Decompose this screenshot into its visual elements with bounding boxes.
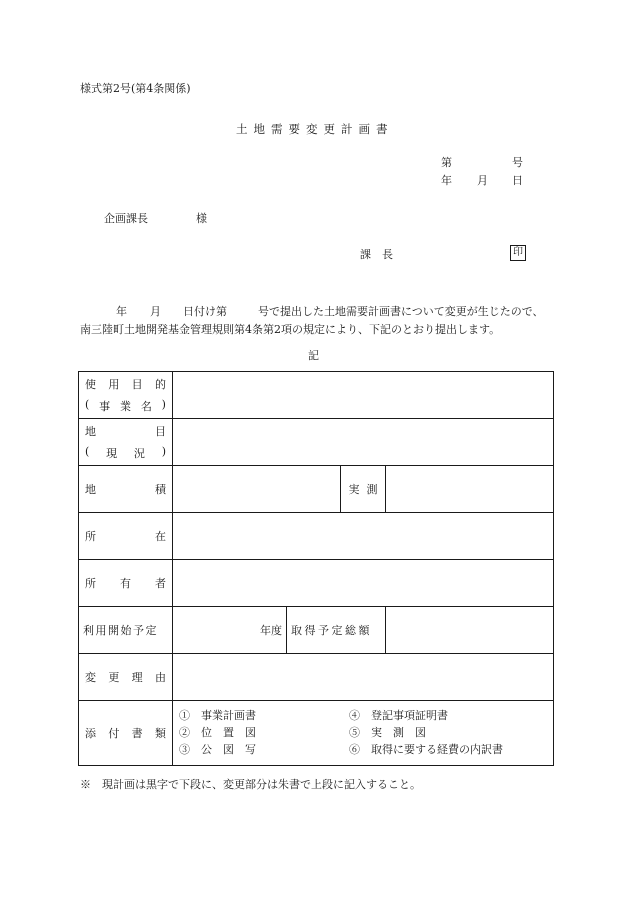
attachments-list: [173, 701, 554, 766]
date-month: 月: [477, 174, 488, 187]
table-row-use-start: [79, 607, 554, 654]
body-day-phrase: 日付け第: [183, 305, 227, 318]
body-line2: 南三陸町土地開発基金管理規則第4条第2項の規定により、下記のとおり提出します。: [80, 323, 501, 336]
measured-label: 実 測: [341, 466, 386, 513]
sender-title: 課 長: [360, 248, 393, 261]
land-category-field[interactable]: [173, 419, 554, 466]
table-row-change-reason: [79, 654, 554, 701]
document-title: 土地需要変更計画書: [236, 122, 394, 136]
purpose-field[interactable]: [173, 372, 554, 419]
body-line1-rest: 号で提出した土地需要計画書について変更が生じたので、: [258, 305, 544, 318]
land-category-label: 地 目 ( 現 況 ): [79, 419, 173, 466]
table-row-attachments: [79, 701, 554, 766]
table-row-area: [79, 466, 554, 513]
attachment-item: ④ 登記事項証明書: [349, 709, 448, 722]
attachment-item: ⑥ 取得に要する経費の内訳書: [349, 743, 503, 756]
seal-mark: 印: [510, 245, 526, 261]
date-year: 年: [441, 174, 452, 187]
body-month: 月: [150, 305, 161, 318]
table-row-owner: [79, 560, 554, 607]
table-row-location: [79, 513, 554, 560]
date-day: 日: [512, 174, 523, 187]
change-reason-field[interactable]: [173, 654, 554, 701]
recipient: 企画課長: [104, 212, 148, 225]
attachments-label: 添 付 書 類: [79, 701, 173, 766]
fiscal-year-unit: 年度: [260, 624, 282, 637]
location-field[interactable]: [173, 513, 554, 560]
area-label: 地 積: [79, 466, 173, 513]
body-year: 年: [116, 305, 127, 318]
attachment-item: ① 事業計画書: [179, 709, 256, 722]
recipient-honorific: 様: [196, 212, 207, 225]
owner-label: 所 有 者: [79, 560, 173, 607]
table-row-purpose: [79, 372, 554, 419]
attachment-item: ② 位 置 図: [179, 726, 256, 739]
location-label: 所 在: [79, 513, 173, 560]
application-table: [78, 371, 554, 766]
change-reason-label: 変 更 理 由: [79, 654, 173, 701]
attachment-item: ⑤ 実 測 図: [349, 726, 426, 739]
total-acquisition-label: 取得予定総額: [287, 607, 386, 654]
ki-label: 記: [308, 349, 319, 362]
purpose-label: 使 用 目 的 ( 事 業 名 ): [79, 372, 173, 419]
owner-field[interactable]: [173, 560, 554, 607]
attachment-item: ③ 公 図 写: [179, 743, 256, 756]
doc-number-suffix: 号: [512, 156, 523, 169]
form-number: 様式第2号(第4条関係): [80, 82, 191, 95]
footnote: ※ 現計画は黒字で下段に、変更部分は朱書で上段に記入すること。: [80, 778, 421, 791]
measured-field[interactable]: [386, 466, 554, 513]
total-acquisition-field[interactable]: [386, 607, 554, 654]
area-field[interactable]: [173, 466, 341, 513]
use-start-label: 利用開始予定: [79, 607, 173, 654]
doc-number-prefix: 第: [441, 156, 452, 169]
use-start-field[interactable]: [173, 607, 287, 654]
table-row-land-category: [79, 419, 554, 466]
